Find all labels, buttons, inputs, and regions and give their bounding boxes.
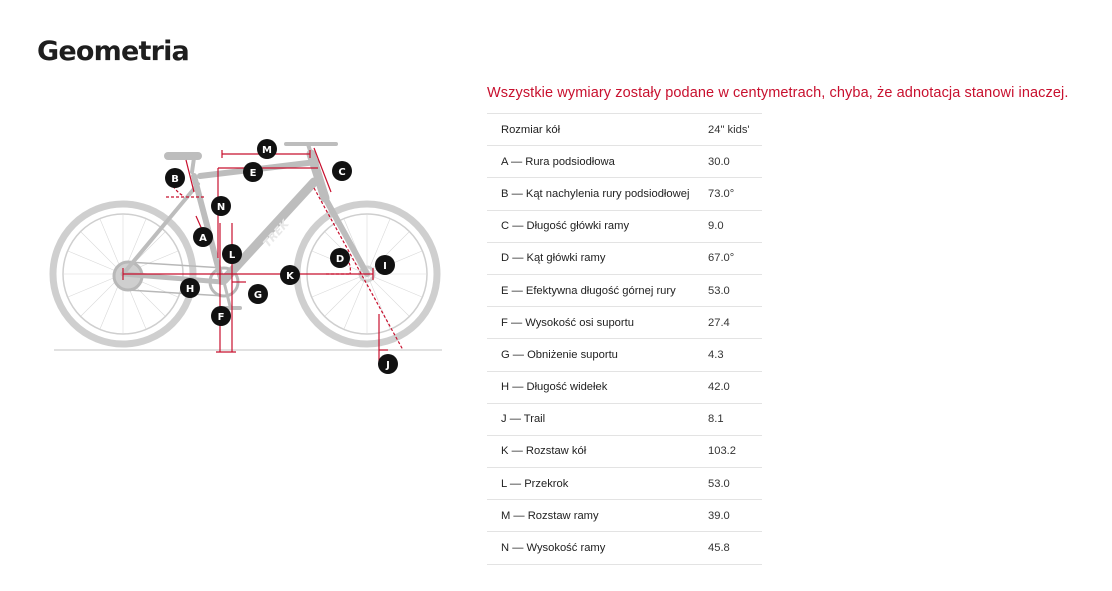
table-row <box>487 500 762 532</box>
row-value: 45.8 <box>708 532 762 564</box>
row-value: 39.0 <box>708 500 762 532</box>
label-badge-k <box>280 265 300 285</box>
label-badge-g <box>248 284 268 304</box>
row-label: C — Długość główki ramy <box>487 210 708 242</box>
svg-text:D: D <box>335 254 345 265</box>
row-label: J — Trail <box>487 403 708 435</box>
label-badge-f <box>211 306 231 326</box>
row-label: E — Efektywna długość górnej rury <box>487 274 708 306</box>
row-label: G — Obniżenie suportu <box>487 339 708 371</box>
page-title: Geometria <box>37 36 189 67</box>
label-badge-l <box>222 244 242 264</box>
table-row <box>487 178 762 210</box>
svg-text:M: M <box>262 145 272 156</box>
row-value: 24" kids' <box>708 114 762 146</box>
table-row <box>487 532 762 564</box>
row-label: M — Rozstaw ramy <box>487 500 708 532</box>
label-badge-i <box>375 255 395 275</box>
row-value: 53.0 <box>708 468 762 500</box>
label-badge-a <box>193 227 213 247</box>
label-badge-n <box>211 196 231 216</box>
row-label: L — Przekrok <box>487 468 708 500</box>
table-row <box>487 114 762 146</box>
table-row <box>487 403 762 435</box>
svg-text:B: B <box>171 174 179 185</box>
row-value: 27.4 <box>708 307 762 339</box>
svg-text:F: F <box>217 312 225 323</box>
table-row <box>487 274 762 306</box>
row-label: B — Kąt nachylenia rury podsiodłowej <box>487 178 708 210</box>
svg-text:K: K <box>286 271 294 282</box>
row-label: H — Długość widełek <box>487 371 708 403</box>
brand-mark: TREK <box>260 217 292 251</box>
row-value: 8.1 <box>708 403 762 435</box>
svg-text:A: A <box>199 233 207 244</box>
svg-text:L: L <box>228 250 236 261</box>
row-value: 67.0° <box>708 242 762 274</box>
row-label: A — Rura podsiodłowa <box>487 146 708 178</box>
label-badge-e <box>243 162 263 182</box>
label-badge-h <box>180 278 200 298</box>
row-value: 53.0 <box>708 274 762 306</box>
row-value: 9.0 <box>708 210 762 242</box>
row-value: 4.3 <box>708 339 762 371</box>
row-value: 30.0 <box>708 146 762 178</box>
row-label: F — Wysokość osi suportu <box>487 307 708 339</box>
table-row <box>487 210 762 242</box>
label-badge-d <box>330 248 350 268</box>
svg-text:C: C <box>338 167 346 178</box>
geometry-table <box>487 113 762 565</box>
svg-text:I: I <box>383 261 387 272</box>
table-row <box>487 371 762 403</box>
row-label: N — Wysokość ramy <box>487 532 708 564</box>
table-row <box>487 307 762 339</box>
label-badge-c <box>332 161 352 181</box>
svg-text:N: N <box>216 202 226 213</box>
svg-text:H: H <box>185 284 195 295</box>
table-row <box>487 339 762 371</box>
row-value: 73.0° <box>708 178 762 210</box>
svg-text:E: E <box>249 168 257 179</box>
table-row <box>487 435 762 467</box>
table-row <box>487 146 762 178</box>
bike-geometry-diagram <box>46 130 456 380</box>
label-badge-m <box>257 139 277 159</box>
row-value: 103.2 <box>708 435 762 467</box>
label-badge-b <box>165 168 185 188</box>
row-value: 42.0 <box>708 371 762 403</box>
svg-text:J: J <box>386 360 390 371</box>
label-badge-j <box>378 354 398 374</box>
row-label: K — Rozstaw kół <box>487 435 708 467</box>
table-row <box>487 468 762 500</box>
row-label: Rozmiar kół <box>487 114 708 146</box>
row-label: D — Kąt główki ramy <box>487 242 708 274</box>
svg-text:G: G <box>253 290 263 301</box>
units-note: Wszystkie wymiary zostały podane w centymetrach, chyba, że adnotacja stanowi inaczej. <box>487 85 1069 101</box>
table-row <box>487 242 762 274</box>
